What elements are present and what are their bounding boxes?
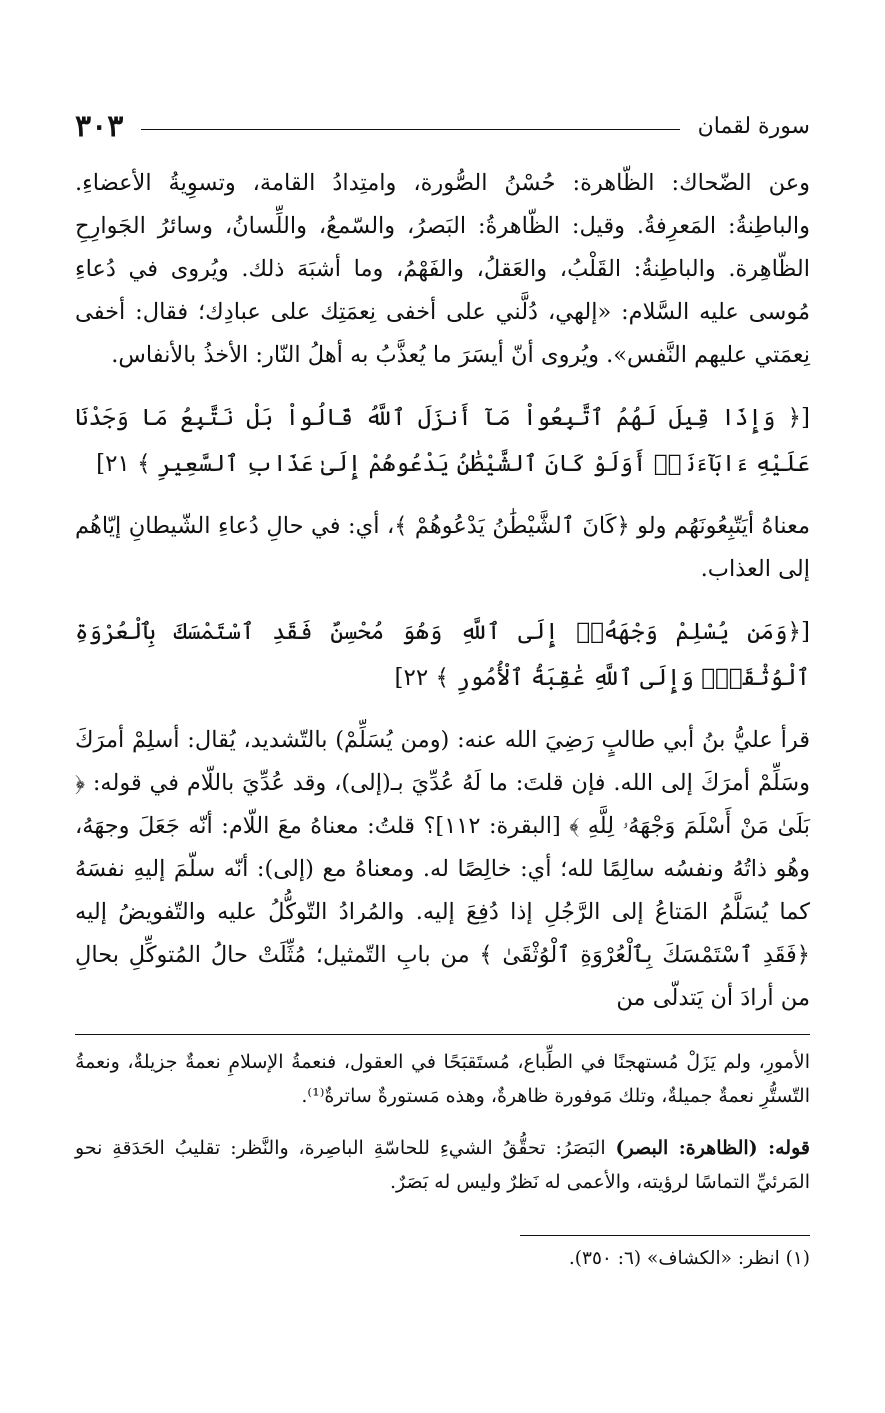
page xyxy=(75,100,810,1276)
margin-note-2 xyxy=(75,1131,810,1199)
footnote-reference: (١) انظر: «الكشاف» (٦: ٣٥٠). xyxy=(568,1248,810,1269)
paragraph-commentary-22: قرأ عليُّ بنُ أبي طالبٍ رَضِيَ الله عنه: (ومن يُسَلِّمْ) بالتّشديد، يُقال: أسلِمْ أمرَكَ وسَلِّمْ أمرَكَ إلى الله. فإن قلتَ: ما لَهُ عُدِّيَ بـ(إلى)، وقد عُدِّيَ باللّام في قوله: ﴿ بَلَىٰ مَنْ أَسْلَمَ وَجْهَهُۥ لِلَّهِ ﴾ [البقرة: ١١٢]؟ قلتُ: معناهُ معَ اللّام: أنّه جَعَلَ وجهَهُ، وهُو ذاتُهُ ونفسُه سالِمًا لله؛ أي: خالِصًا له. ومعناهُ مع (إلى): أنّه سلّمَ إليهِ نفسَهُ كما يُسَلَّمُ المَتاعُ إلى الرَّجُلِ إذا دُفِعَ إليه. والمُرادُ التّوكُّلُ عليه والتّفويضُ إليه ﴿فَقَدِ ٱسْتَمْسَكَ بِٱلْعُرْوَةِ ٱلْوُثْقَىٰ ﴾ من بابِ التّمثيل؛ مُثِّلَتْ حالُ المُتوكِّلِ بحالِ من أرادَ أن يَتدلّى من xyxy=(75,727,810,1011)
header-rule xyxy=(141,129,679,130)
quran-verse-22: [﴿وَمَن يُسْلِمْ وَجْهَهُۥٓ إِلَى ٱللَّهِ وَهُوَ مُحْسِنٌ فَقَدِ ٱسْتَمْسَكَ بِٱلْعُرْوَةِ ٱلْوُثْقَىٰۗ وَإِلَى ٱللَّهِ عَٰقِبَةُ ٱلْأُمُورِ ﴾ ٢٢] xyxy=(75,619,810,691)
note-lemma: قوله: (الظاهرة: البصر) xyxy=(615,1137,810,1159)
note-text: البَصَرُ: تحقُّقُ الشيءِ للحاسّةِ الباصِرة، والنَّظر: تقليبُ الحَدَقةِ نحو المَرئيِّ التماسًا لرؤيته، والأعمى له نَظرٌ وليس له بَصَرٌ. xyxy=(75,1137,810,1193)
reference-separator xyxy=(520,1235,810,1236)
quran-verse-21: [﴿ وَإِذَا قِيلَ لَهُمُ ٱتَّبِعُواْ مَآ أَنزَلَ ٱللَّهُ قَالُواْ بَلْ نَتَّبِعُ مَا وَجَدْنَا عَلَيْهِ ءَابَآءَنَآۚ أَوَلَوْ كَانَ ٱلشَّيْطَٰنُ يَدْعُوهُمْ إِلَىٰ عَذَابِ ٱلسَّعِيرِ ﴾ ٢١] xyxy=(75,405,810,477)
paragraph-dahhak: وعن الضّحاك: الظّاهرة: حُسْنُ الصُّورة، وامتِدادُ القامة، وتسوِيةُ الأعضاءِ. والباطِنةُ: المَعرِفةُ. وقيل: الظّاهرةُ: البَصرُ، والسّمعُ، واللِّسانُ، وسائرُ الجَوارِحِ الظّاهِرة. والباطِنةُ: القَلْبُ، والعَقلُ، والفَهْمُ، وما أشبَهَ ذلك. ويُروى في دُعاءِ مُوسى عليه السَّلام: «إلهي، دُلَّني على أخفى نِعمَتِك على عبادِك؛ فقال: أخفى نِعمَتي عليهم النَّفس». ويُروى أنّ أيسَرَ ما يُعذَّبُ به أهلُ النّار: الأخذُ بالأنفاس. xyxy=(75,170,810,368)
running-title: سورة لقمان xyxy=(697,113,810,139)
page-header xyxy=(75,100,810,152)
margin-note-1: الأمورِ، ولم يَزَلْ مُستهجنًا في الطِّباع، مُستَقبَحًا في العقول، فنعمةُ الإسلامِ نعمةٌ جزيلةٌ، ونعمةُ التّستُّرِ نعمةٌ جميلةٌ، وتلك مَوفورة ظاهرةٌ، وهذه مَستورةٌ ساترةٌ⁽¹⁾. xyxy=(75,1051,810,1107)
paragraph-meaning-21: معناهُ أيَتّبِعُونَهُم ولو ﴿كَانَ ٱلشَّيْطَٰنُ يَدْعُوهُمْ ﴾، أي: في حالِ دُعاءِ الشّيطانِ إيّاهُم إلى العذاب. xyxy=(75,513,810,582)
page-number: ٣٠٣ xyxy=(75,108,124,144)
